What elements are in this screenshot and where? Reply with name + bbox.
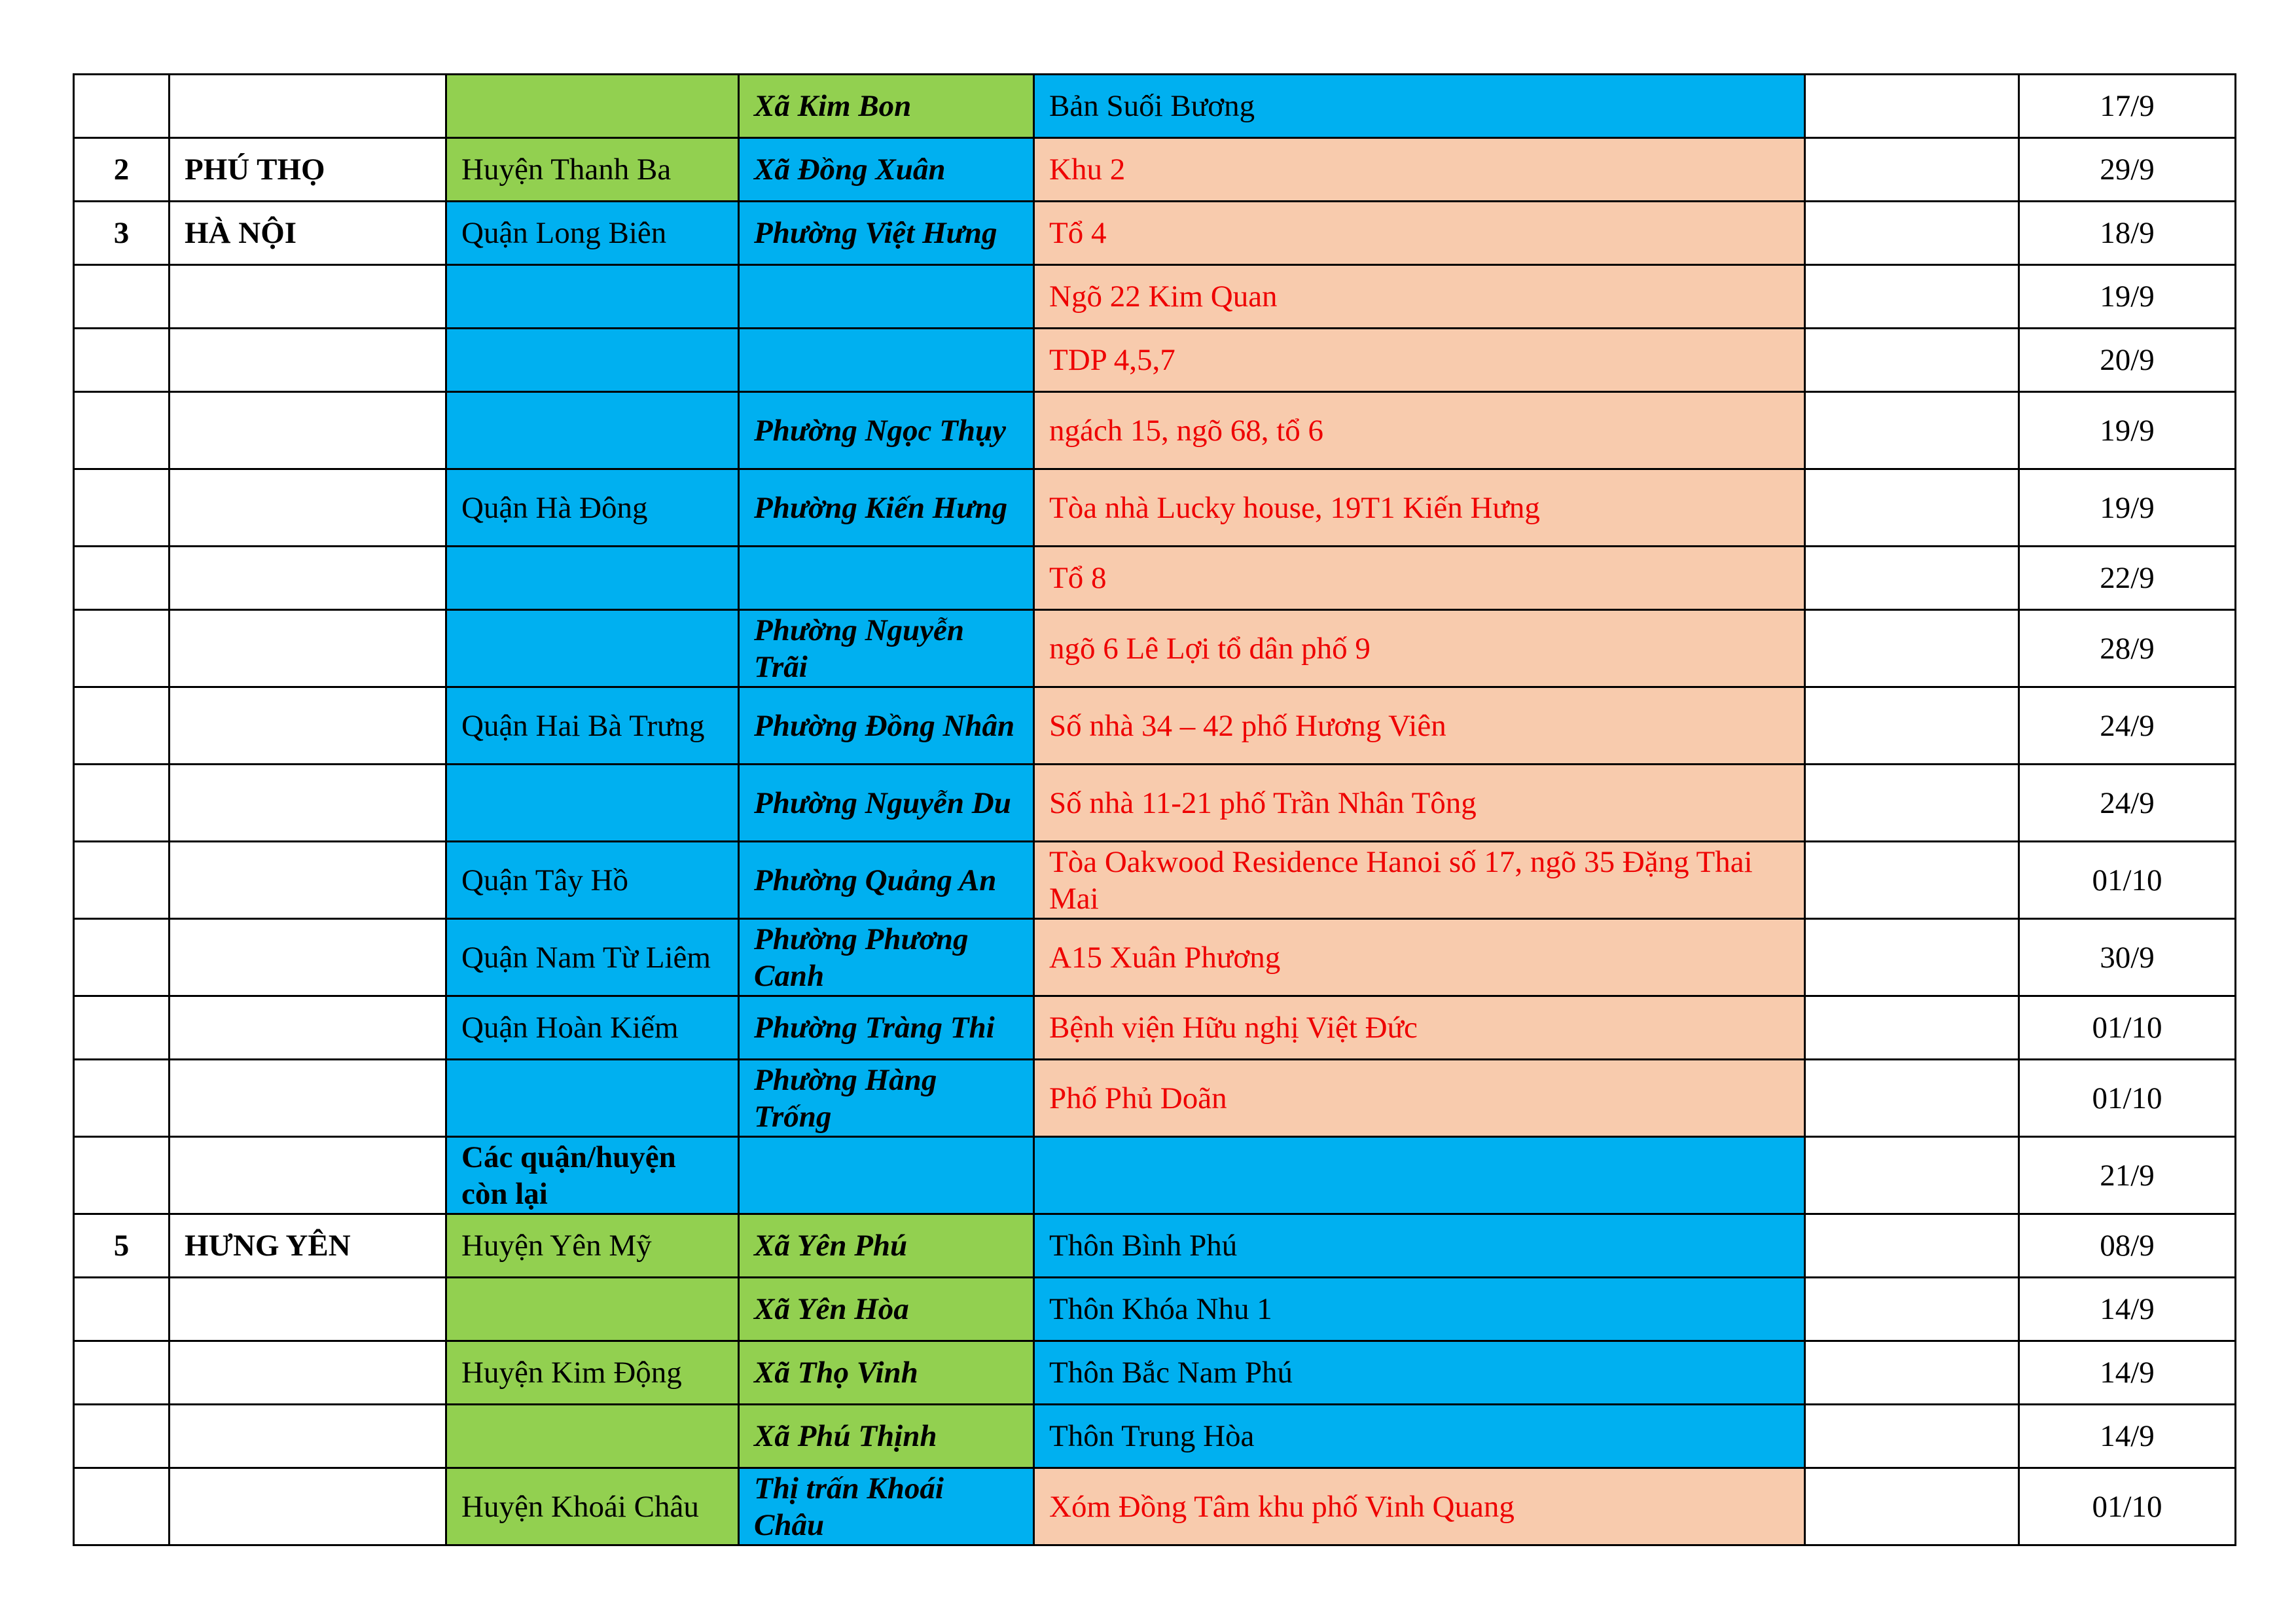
cell-date: 19/9 (2019, 265, 2236, 329)
cell-ward: Phường Hàng Trống (739, 1060, 1034, 1137)
table-row (74, 1060, 2236, 1137)
cell-ward: Xã Phú Thịnh (739, 1405, 1034, 1468)
cell-stt (74, 1060, 170, 1137)
table-row (74, 1468, 2236, 1545)
cell-ward: Phường Việt Hưng (739, 202, 1034, 265)
cell-extra (1805, 392, 2019, 469)
cell-extra (1805, 1468, 2019, 1545)
cell-district: Quận Hà Đông (446, 469, 739, 547)
cell-ward: Phường Nguyễn Du (739, 765, 1034, 842)
table-row (74, 687, 2236, 765)
cell-stt (74, 1468, 170, 1545)
cell-address: Thôn Bình Phú (1034, 1214, 1805, 1278)
table-row (74, 265, 2236, 329)
cell-address: Tổ 8 (1034, 547, 1805, 610)
cell-stt: 5 (74, 1214, 170, 1278)
cell-address: Số nhà 34 – 42 phố Hương Viên (1034, 687, 1805, 765)
cell-district: Huyện Khoái Châu (446, 1468, 739, 1545)
cell-ward (739, 265, 1034, 329)
cell-ward: Xã Thọ Vinh (739, 1341, 1034, 1405)
cell-ward: Phường Kiến Hưng (739, 469, 1034, 547)
cell-ward (739, 329, 1034, 392)
cell-province (170, 1278, 446, 1341)
cell-stt (74, 1137, 170, 1214)
cell-address: Số nhà 11-21 phố Trần Nhân Tông (1034, 765, 1805, 842)
cell-stt (74, 392, 170, 469)
cell-province (170, 547, 446, 610)
cell-date: 01/10 (2019, 1468, 2236, 1545)
cell-date: 14/9 (2019, 1278, 2236, 1341)
table-row (74, 1278, 2236, 1341)
cell-province (170, 1137, 446, 1214)
cell-ward: Thị trấn Khoái Châu (739, 1468, 1034, 1545)
cell-stt (74, 765, 170, 842)
cell-ward: Xã Kim Bon (739, 75, 1034, 138)
cell-district (446, 265, 739, 329)
cell-district (446, 610, 739, 687)
cell-date: 29/9 (2019, 138, 2236, 202)
cell-district: Huyện Kim Động (446, 1341, 739, 1405)
cell-province (170, 469, 446, 547)
cell-province (170, 996, 446, 1060)
table-body (74, 75, 2236, 1545)
cell-address: ngách 15, ngõ 68, tổ 6 (1034, 392, 1805, 469)
cell-extra (1805, 1060, 2019, 1137)
table-row (74, 547, 2236, 610)
outbreak-locations-table (73, 73, 2236, 1546)
cell-date: 01/10 (2019, 996, 2236, 1060)
cell-date: 24/9 (2019, 765, 2236, 842)
cell-address (1034, 1137, 1805, 1214)
cell-province: PHÚ THỌ (170, 138, 446, 202)
table-row (74, 138, 2236, 202)
cell-date: 20/9 (2019, 329, 2236, 392)
cell-stt (74, 919, 170, 996)
cell-date: 28/9 (2019, 610, 2236, 687)
cell-extra (1805, 842, 2019, 919)
cell-district (446, 1060, 739, 1137)
cell-address: Xóm Đồng Tâm khu phố Vinh Quang (1034, 1468, 1805, 1545)
cell-district (446, 392, 739, 469)
cell-extra (1805, 996, 2019, 1060)
cell-stt (74, 996, 170, 1060)
cell-date: 19/9 (2019, 469, 2236, 547)
cell-extra (1805, 1278, 2019, 1341)
cell-district: Quận Tây Hồ (446, 842, 739, 919)
cell-date: 01/10 (2019, 842, 2236, 919)
cell-stt (74, 75, 170, 138)
cell-ward: Xã Yên Hòa (739, 1278, 1034, 1341)
cell-province (170, 329, 446, 392)
cell-ward (739, 547, 1034, 610)
table-row (74, 919, 2236, 996)
cell-address: Thôn Bắc Nam Phú (1034, 1341, 1805, 1405)
cell-extra (1805, 919, 2019, 996)
table-row (74, 329, 2236, 392)
cell-extra (1805, 1137, 2019, 1214)
cell-province (170, 265, 446, 329)
table-row (74, 1137, 2236, 1214)
cell-ward: Phường Quảng An (739, 842, 1034, 919)
table-row (74, 75, 2236, 138)
table-row (74, 610, 2236, 687)
table-row (74, 202, 2236, 265)
cell-province (170, 1468, 446, 1545)
cell-district: Quận Long Biên (446, 202, 739, 265)
cell-date: 19/9 (2019, 392, 2236, 469)
cell-date: 22/9 (2019, 547, 2236, 610)
cell-address: Tổ 4 (1034, 202, 1805, 265)
cell-province (170, 765, 446, 842)
cell-stt (74, 1405, 170, 1468)
cell-stt (74, 1278, 170, 1341)
cell-extra (1805, 1214, 2019, 1278)
cell-district (446, 547, 739, 610)
cell-date: 21/9 (2019, 1137, 2236, 1214)
cell-date: 14/9 (2019, 1341, 2236, 1405)
document-page (73, 73, 2234, 1546)
table-row (74, 1341, 2236, 1405)
cell-stt (74, 610, 170, 687)
table-row (74, 765, 2236, 842)
cell-address: Tòa nhà Lucky house, 19T1 Kiến Hưng (1034, 469, 1805, 547)
cell-date: 24/9 (2019, 687, 2236, 765)
cell-stt (74, 1341, 170, 1405)
cell-extra (1805, 765, 2019, 842)
cell-district: Huyện Thanh Ba (446, 138, 739, 202)
cell-date: 18/9 (2019, 202, 2236, 265)
cell-address: A15 Xuân Phương (1034, 919, 1805, 996)
cell-extra (1805, 1341, 2019, 1405)
cell-province (170, 392, 446, 469)
cell-province (170, 1060, 446, 1137)
cell-date: 17/9 (2019, 75, 2236, 138)
cell-date: 30/9 (2019, 919, 2236, 996)
table-row (74, 469, 2236, 547)
cell-ward: Phường Phương Canh (739, 919, 1034, 996)
cell-province: HƯNG YÊN (170, 1214, 446, 1278)
cell-district: Quận Hai Bà Trưng (446, 687, 739, 765)
cell-extra (1805, 547, 2019, 610)
cell-extra (1805, 687, 2019, 765)
cell-date: 08/9 (2019, 1214, 2236, 1278)
cell-stt (74, 469, 170, 547)
cell-stt: 3 (74, 202, 170, 265)
cell-address: Bệnh viện Hữu nghị Việt Đức (1034, 996, 1805, 1060)
cell-province (170, 1405, 446, 1468)
cell-stt: 2 (74, 138, 170, 202)
table-row (74, 842, 2236, 919)
cell-extra (1805, 138, 2019, 202)
cell-district (446, 329, 739, 392)
cell-ward: Xã Đồng Xuân (739, 138, 1034, 202)
cell-extra (1805, 329, 2019, 392)
cell-province (170, 610, 446, 687)
cell-district (446, 1405, 739, 1468)
cell-extra (1805, 610, 2019, 687)
cell-stt (74, 265, 170, 329)
cell-extra (1805, 75, 2019, 138)
cell-province (170, 919, 446, 996)
cell-address: Thôn Khóa Nhu 1 (1034, 1278, 1805, 1341)
cell-province (170, 842, 446, 919)
cell-date: 01/10 (2019, 1060, 2236, 1137)
cell-extra (1805, 469, 2019, 547)
cell-address: Thôn Trung Hòa (1034, 1405, 1805, 1468)
cell-address: Khu 2 (1034, 138, 1805, 202)
table-row (74, 1405, 2236, 1468)
cell-province (170, 75, 446, 138)
cell-ward: Xã Yên Phú (739, 1214, 1034, 1278)
table-row (74, 996, 2236, 1060)
cell-ward: Phường Nguyễn Trãi (739, 610, 1034, 687)
table-row (74, 392, 2236, 469)
cell-district (446, 1278, 739, 1341)
cell-district: Các quận/huyện còn lại (446, 1137, 739, 1214)
table-row (74, 1214, 2236, 1278)
cell-date: 14/9 (2019, 1405, 2236, 1468)
cell-stt (74, 687, 170, 765)
cell-extra (1805, 265, 2019, 329)
cell-address: ngõ 6 Lê Lợi tổ dân phố 9 (1034, 610, 1805, 687)
cell-district: Quận Hoàn Kiếm (446, 996, 739, 1060)
cell-district (446, 765, 739, 842)
cell-address: Phố Phủ Doãn (1034, 1060, 1805, 1137)
cell-address: Tòa Oakwood Residence Hanoi số 17, ngõ 35 Đặng Thai Mai (1034, 842, 1805, 919)
cell-address: Bản Suối Bương (1034, 75, 1805, 138)
cell-district: Quận Nam Từ Liêm (446, 919, 739, 996)
cell-province: HÀ NỘI (170, 202, 446, 265)
cell-ward: Phường Đồng Nhân (739, 687, 1034, 765)
cell-district: Huyện Yên Mỹ (446, 1214, 739, 1278)
cell-address: TDP 4,5,7 (1034, 329, 1805, 392)
cell-ward (739, 1137, 1034, 1214)
cell-stt (74, 329, 170, 392)
cell-stt (74, 842, 170, 919)
cell-extra (1805, 1405, 2019, 1468)
cell-stt (74, 547, 170, 610)
cell-province (170, 687, 446, 765)
cell-ward: Phường Ngọc Thụy (739, 392, 1034, 469)
cell-ward: Phường Tràng Thi (739, 996, 1034, 1060)
cell-extra (1805, 202, 2019, 265)
cell-district (446, 75, 739, 138)
cell-address: Ngõ 22 Kim Quan (1034, 265, 1805, 329)
cell-province (170, 1341, 446, 1405)
